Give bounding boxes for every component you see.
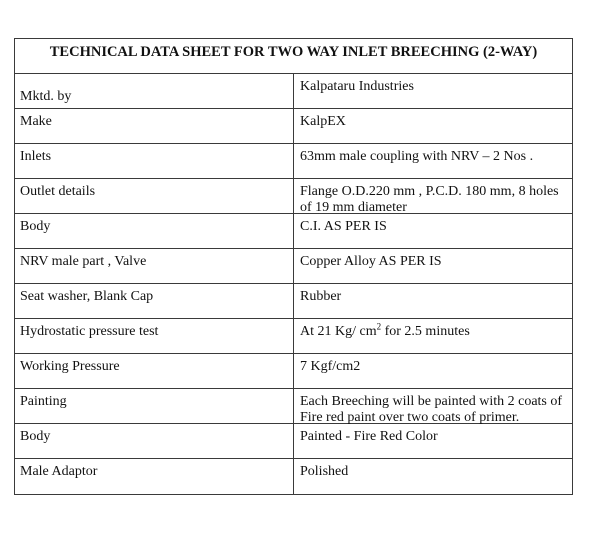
row-label: Inlets — [15, 144, 294, 178]
row-value: Painted - Fire Red Color — [300, 429, 438, 444]
table-row — [15, 354, 572, 389]
row-label: Male Adaptor — [15, 459, 294, 494]
row-value: C.I. AS PER IS — [300, 219, 387, 234]
row-value — [294, 319, 572, 353]
table-row — [15, 249, 572, 284]
table-row — [15, 284, 572, 319]
row-label: Body — [15, 424, 294, 458]
value-text: At 21 Kg/ cm — [300, 324, 377, 339]
superscript-exponent: 2 — [376, 321, 382, 332]
row-label: Outlet details — [15, 179, 294, 213]
data-sheet-table — [14, 38, 573, 495]
row-label: NRV male part , Valve — [15, 249, 294, 283]
row-label: Painting — [15, 389, 294, 423]
table-row — [15, 109, 572, 144]
row-label: Working Pressure — [15, 354, 294, 388]
row-value: Copper Alloy AS PER IS — [300, 254, 442, 269]
row-value: Rubber — [300, 289, 342, 304]
table-row — [15, 389, 572, 424]
sheet-title: TECHNICAL DATA SHEET FOR TWO WAY INLET BREECHING (2-WAY) — [15, 39, 572, 74]
table-row — [15, 74, 572, 109]
value-text: for 2.5 minutes — [381, 324, 470, 339]
row-label: Make — [15, 109, 294, 143]
table-row — [15, 424, 572, 459]
table-row — [15, 179, 572, 214]
table-row — [15, 214, 572, 249]
row-value: Kalpataru Industries — [300, 79, 414, 94]
row-label: Mktd. by — [15, 74, 294, 108]
row-value: Each Breeching will be painted with 2 coats of Fire red paint over two coats of primer. — [300, 394, 563, 425]
row-label: Seat washer, Blank Cap — [15, 284, 294, 318]
row-value: Flange O.D.220 mm , P.C.D. 180 mm, 8 holes of 19 mm diameter — [300, 184, 559, 215]
table-row — [15, 144, 572, 179]
row-label: Body — [15, 214, 294, 248]
table-row — [15, 319, 572, 354]
row-value: Polished — [300, 464, 349, 479]
row-value: 63mm male coupling with NRV – 2 Nos . — [300, 149, 534, 164]
row-label: Hydrostatic pressure test — [15, 319, 294, 353]
table-row — [15, 459, 572, 494]
row-value: 7 Kgf/cm2 — [300, 359, 361, 374]
row-value: KalpEX — [300, 114, 346, 129]
